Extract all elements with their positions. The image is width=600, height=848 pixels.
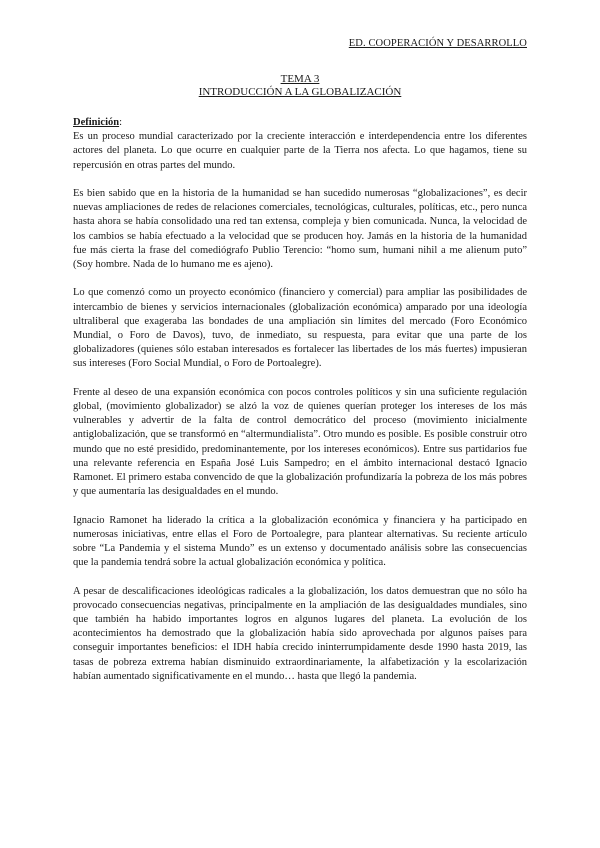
paragraph-historical: Es bien sabido que en la historia de la humanidad se han sucedido numerosas “globalizaciones”, es decir nuevas ampliaciones de redes de relaciones comerciales, tecnológicas, culturales, políticas, etc., pero nunca hasta ahora se había consolidado una red tan extensa, compleja y bien comunicada. Nunca, la velocidad de los cambios se había efectuado a la velocidad que se producen hoy. Jamás en la historia de la humanidad fue más cierta la frase del comediógrafo Publio Terencio: “homo sum, humani nihil a me alienum puto” (Soy hombre. Nada de lo humano me es ajeno). bbox=[73, 188, 527, 271]
definition-paragraph bbox=[73, 116, 527, 173]
topic-title: INTRODUCCIÓN A LA GLOBALIZACIÓN bbox=[198, 86, 402, 98]
paragraph-ramonet: Ignacio Ramonet ha liderado la crítica a la globalización económica y financiera y ha participado en numerosas iniciativas, entre ellas el Foro de Portoalegre, para plantear alternativas. Su reciente artículo sobre “La Pandemia y el sistema Mundo” es un extenso y documentado análisis sobre las consecuencias que la pandemia tendrá sobre la actual globalización económica y política. bbox=[73, 514, 527, 569]
running-header: ED. COOPERACIÓN Y DESARROLLO bbox=[348, 38, 527, 49]
definition-label: Definición bbox=[73, 117, 120, 128]
paragraph-altermundialist: Frente al deseo de una expansión económica con pocos controles políticos y sin una suficiente regulación global, (movimiento globalizador) se alzó la voz de quienes querían proteger los intereses de los más vulnerables y advertir de la falta de control democrático del proceso (movimiento inicialmente antiglobalización, que se transformó en “altermundialista”. Otro mundo es posible. Es posible construir otro mundo que no esté presidido, predominantemente, por los intereses económicos). Entre sus partidarios fue una relevante referencia en España José Luis Sampedro; en el ámbito internacional destacó Ignacio Ramonet. El primero estaba convencido de que la globalización profundizaría la pobreza de los más pobres y que aumentaría las desigualdades en el mundo. bbox=[73, 386, 527, 498]
topic-number: TEMA 3 bbox=[280, 73, 320, 85]
document-body bbox=[73, 116, 527, 698]
definition-colon: : bbox=[119, 117, 123, 128]
paragraph-achievements: A pesar de descalificaciones ideológicas radicales a la globalización, los datos demuestran que no sólo ha provocado consecuencias negativas, principalmente en la ampliación de las desigualdades mundiales, sino que también ha habido importantes logros en algunos lugares del planeta. La evolución de los acontecimientos ha demostrado que la globalización había sido aprovechada por algunos países para conseguir importantes beneficios: el IDH había crecido ininterrumpidamente desde 1990 hasta 2019, las tasas de pobreza extrema habían disminuido extraordinariamente, la alfabetización y la escolarización habían aumentado significativamente en el mundo… hasta que llegó la pandemia. bbox=[73, 585, 527, 682]
paragraph-economic-project: Lo que comenzó como un proyecto económico (financiero y comercial) para ampliar las posibilidades de intercambio de bienes y servicios internacionales (globalización económica) amparado por una ideología ultraliberal que exageraba las bondades de una ampliación sin límites del mercado (Foro Económico Mundial, o Foro de Davos), tuvo, de inmediato, su respuesta, para evitar que una parte de los globalizadores (quienes sólo estaban interesados es fortalecer las libertades de los más fuertes) impusieran sus intereses (Foro Social Mundial, o Foro de Portoalegre). bbox=[73, 287, 527, 370]
definition-text: Es un proceso mundial caracterizado por la creciente interacción e interdependencia entre los diferentes actores del planeta. Lo que ocurre en cualquier parte de la Tierra nos afecta. Lo que hagamos, tiene su repercusión en otras partes del mundo. bbox=[73, 131, 527, 171]
title-block bbox=[0, 73, 600, 99]
